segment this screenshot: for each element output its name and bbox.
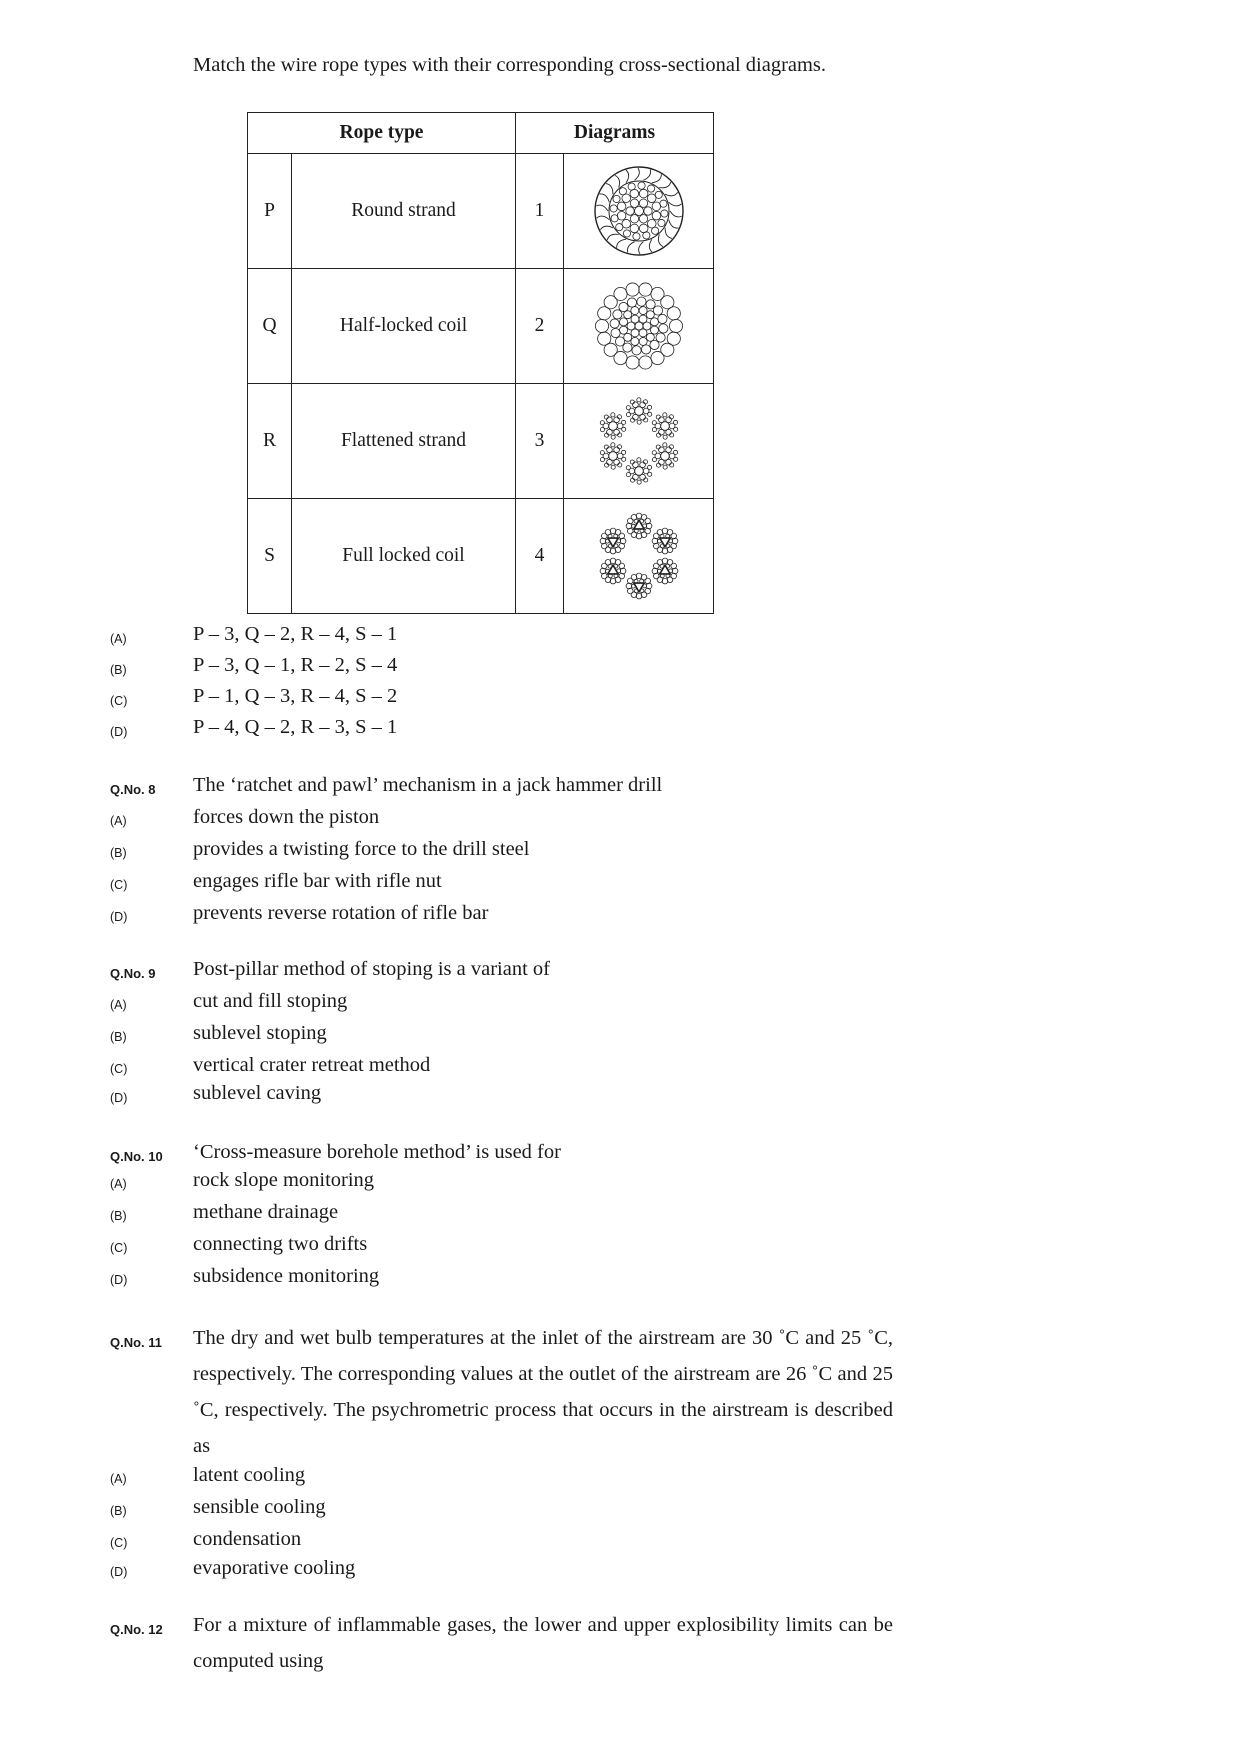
wire-circle <box>639 462 645 468</box>
wire-circle <box>639 199 647 207</box>
wire-circle <box>610 443 614 447</box>
wire-outline <box>625 170 628 183</box>
wire-circle <box>646 333 654 341</box>
wire-circle <box>637 480 641 484</box>
table-header-row <box>248 113 714 154</box>
wire-outline <box>668 220 678 228</box>
question-number: Q.No. 11 <box>110 1335 163 1350</box>
wire-circle <box>632 233 639 240</box>
header-rope-type: Rope type <box>248 113 516 154</box>
wire-outline <box>651 174 661 183</box>
wire-circle <box>669 319 682 332</box>
wire-circle <box>610 215 617 222</box>
option-label: (A) <box>110 998 127 1012</box>
wire-circle <box>647 412 651 416</box>
option-label: (A) <box>110 1472 127 1486</box>
wire-circle <box>652 202 661 211</box>
wire-circle <box>652 421 656 425</box>
wire-outline <box>633 583 643 592</box>
wire-circle <box>639 224 648 233</box>
option-label: (C) <box>110 878 128 892</box>
wire-circle <box>612 310 621 319</box>
q7-option-a[interactable]: P – 3, Q – 2, R – 4, S – 1 <box>193 623 398 645</box>
wire-circle <box>658 324 667 333</box>
wire-circle <box>597 332 610 345</box>
wire-circle <box>610 328 619 337</box>
option-label: (C) <box>110 694 128 708</box>
wire-circle <box>632 462 638 468</box>
wire-outline <box>616 239 626 248</box>
wire-circle <box>639 307 647 315</box>
wire-outline <box>596 205 608 211</box>
q10-option-a[interactable]: rock slope monitoring <box>193 1169 375 1191</box>
wire-outline <box>600 226 613 230</box>
wire-circle <box>663 435 667 439</box>
wire-circle <box>643 207 651 215</box>
wire-circle <box>621 194 630 203</box>
wire-circle <box>639 315 647 323</box>
wire-circle <box>617 202 626 211</box>
wire-circle <box>600 458 604 462</box>
wire-outline <box>633 520 643 529</box>
wire-circle <box>647 465 651 469</box>
option-label: (A) <box>110 1177 127 1191</box>
wire-outline <box>596 216 609 220</box>
wire-outline <box>607 565 617 574</box>
q7-stem: Match the wire rope types with their corresponding cross-sectional diagrams. <box>193 54 827 76</box>
q7-option-b[interactable]: P – 3, Q – 1, R – 2, S – 4 <box>193 654 398 676</box>
row-letter: Q <box>248 269 292 384</box>
wire-circle <box>595 167 683 255</box>
wire-circle <box>649 340 658 349</box>
wire-outline <box>634 168 639 180</box>
wire-circle <box>630 189 639 198</box>
wire-circle <box>659 200 666 207</box>
wire-outline <box>643 170 650 181</box>
wire-circle <box>628 183 635 190</box>
q7-option-c[interactable]: P – 1, Q – 3, R – 4, S – 2 <box>193 685 398 707</box>
option-label: (B) <box>110 1504 127 1518</box>
row-letter: R <box>248 384 292 499</box>
wire-circle <box>642 232 649 239</box>
wire-circle <box>658 429 664 435</box>
wire-circle <box>626 473 630 477</box>
table-row <box>248 269 714 384</box>
wire-outline <box>605 184 612 195</box>
option-label: (B) <box>110 1209 127 1223</box>
wire-circle <box>665 459 671 465</box>
q8-option-d[interactable]: prevents reverse rotation of rifle bar <box>193 902 489 924</box>
wire-circle <box>606 459 612 465</box>
wire-outline <box>659 538 669 547</box>
wire-circle <box>621 427 625 431</box>
wire-circle <box>662 443 666 447</box>
wire-circle <box>632 474 638 480</box>
q10-option-c[interactable]: connecting two drifts <box>193 1233 368 1255</box>
wire-circle <box>617 211 626 220</box>
wire-circle <box>636 297 645 306</box>
wire-outline <box>607 234 619 240</box>
wire-circle <box>639 329 647 337</box>
wire-circle <box>611 435 615 439</box>
wire-circle <box>619 318 627 326</box>
wire-outline <box>607 538 617 547</box>
wire-circle <box>658 447 664 453</box>
wire-circle <box>650 351 663 364</box>
wire-circle <box>655 333 664 342</box>
wire-circle <box>619 188 626 195</box>
wire-circle <box>665 429 671 435</box>
wire-circle <box>663 465 667 469</box>
wire-outline <box>668 202 681 206</box>
wire-circle <box>652 451 656 455</box>
option-label: (B) <box>110 663 127 677</box>
wire-circle <box>657 219 664 226</box>
wire-circle <box>609 181 669 241</box>
wire-circle <box>652 211 661 220</box>
wire-circle <box>650 326 658 334</box>
wire-circle <box>625 283 638 296</box>
option-label: (B) <box>110 1030 127 1044</box>
wire-outline <box>614 175 619 187</box>
wire-circle <box>639 402 645 408</box>
wire-circle <box>665 417 671 423</box>
wire-circle <box>610 319 619 328</box>
q9-option-a[interactable]: cut and fill stoping <box>193 990 348 1012</box>
wire-circle <box>606 447 612 453</box>
wire-circle <box>630 224 639 233</box>
wire-circle <box>613 447 619 453</box>
q10-option-b[interactable]: methane drainage <box>193 1201 339 1223</box>
wire-circle <box>673 457 677 461</box>
wire-circle <box>636 398 640 402</box>
row-number: 4 <box>516 499 564 614</box>
wire-circle <box>638 283 651 296</box>
wire-circle <box>647 194 656 203</box>
wire-circle <box>626 413 630 417</box>
wire-circle <box>610 205 617 212</box>
wire-outline <box>649 239 652 252</box>
q8-option-a[interactable]: forces down the piston <box>193 806 380 828</box>
wire-circle <box>653 306 662 315</box>
option-label: (D) <box>110 1273 128 1287</box>
wire-outline <box>665 192 678 196</box>
wire-circle <box>652 458 656 462</box>
row-rope-type: Half-locked coil <box>292 269 516 384</box>
option-label: (B) <box>110 846 127 860</box>
q9-option-b[interactable]: sublevel stoping <box>193 1022 327 1044</box>
option-label: (C) <box>110 1536 128 1550</box>
wire-circle <box>600 451 604 455</box>
option-label: (D) <box>110 1091 128 1105</box>
wire-circle <box>647 219 656 228</box>
wire-circle <box>600 421 604 425</box>
round-strand-diagram <box>564 384 714 499</box>
option-label: (C) <box>110 1062 128 1076</box>
wire-circle <box>625 207 633 215</box>
option-label: (D) <box>110 725 128 739</box>
question-number: Q.No. 9 <box>110 966 156 981</box>
wire-circle <box>627 298 636 307</box>
row-rope-type: Round strand <box>292 154 516 269</box>
wire-circle <box>623 230 630 237</box>
row-number: 1 <box>516 154 564 269</box>
row-number: 3 <box>516 384 564 499</box>
wire-circle <box>652 428 656 432</box>
q8-option-c[interactable]: engages rifle bar with rifle nut <box>193 870 442 892</box>
wire-outline <box>659 565 669 574</box>
wire-circle <box>606 429 612 435</box>
row-rope-type: Flattened strand <box>292 384 516 499</box>
wire-circle <box>638 356 651 369</box>
wire-circle <box>621 420 625 424</box>
wire-circle <box>613 287 626 300</box>
half-locked-coil-diagram <box>564 269 714 384</box>
wire-circle <box>618 302 627 311</box>
option-label: (D) <box>110 910 128 924</box>
wire-outline <box>670 211 682 217</box>
wire-outline <box>659 182 671 188</box>
wire-outline <box>599 194 609 202</box>
wire-circle <box>613 459 619 465</box>
wire-outline <box>638 242 643 254</box>
wire-circle <box>647 405 651 409</box>
header-diagrams: Diagrams <box>516 113 714 154</box>
q12-stem: For a mixture of inflammable gases, the lower and upper explosibility limits can be computed using <box>193 1614 893 1672</box>
wire-circle <box>639 337 647 345</box>
wire-circle <box>647 185 654 192</box>
wire-circle <box>595 319 608 332</box>
q11-option-c[interactable]: condensation <box>193 1528 302 1550</box>
wire-circle <box>637 182 644 189</box>
wire-circle <box>606 417 612 423</box>
wire-circle <box>673 450 677 454</box>
wire-circle <box>611 465 615 469</box>
row-number: 2 <box>516 269 564 384</box>
rope-match-table <box>247 112 714 614</box>
q11-option-a[interactable]: latent cooling <box>193 1464 306 1486</box>
wire-circle <box>615 337 624 346</box>
wire-circle <box>639 215 647 223</box>
wire-circle <box>639 414 645 420</box>
wire-circle <box>610 413 614 417</box>
wire-circle <box>621 457 625 461</box>
wire-circle <box>626 466 630 470</box>
wire-circle <box>639 189 648 198</box>
q8-stem: The ‘ratchet and pawl’ mechanism in a jack hammer drill <box>193 774 663 796</box>
wire-circle <box>621 219 630 228</box>
question-number: Q.No. 10 <box>110 1149 163 1164</box>
wire-circle <box>636 458 640 462</box>
wire-circle <box>626 406 630 410</box>
wire-circle <box>630 337 638 345</box>
q11-stem: The dry and wet bulb temperatures at the inlet of the airstream are 30 ˚C and 25 ˚C, respectively. The corresponding values at the outlet of the airstream are 26 ˚C and 25 ˚C, respectively. The psychrometric process that occurs in the airstream is described as <box>193 1327 893 1457</box>
wire-circle <box>632 402 638 408</box>
q7-option-d[interactable]: P – 4, Q – 2, R – 3, S – 1 <box>193 716 398 738</box>
wire-circle <box>630 307 638 315</box>
wire-outline <box>658 234 663 246</box>
row-letter: S <box>248 499 292 614</box>
option-label: (A) <box>110 814 127 828</box>
wire-circle <box>645 300 654 309</box>
wire-circle <box>623 333 631 341</box>
q9-option-c[interactable]: vertical crater retreat method <box>193 1054 431 1076</box>
wire-circle <box>625 356 638 369</box>
wire-circle <box>615 224 622 231</box>
q9-stem: Post-pillar method of stoping is a variant of <box>193 958 550 980</box>
q8-option-b[interactable]: provides a twisting force to the drill steel <box>193 838 530 860</box>
wire-circle <box>639 474 645 480</box>
q10-option-d[interactable]: subsidence monitoring <box>193 1265 380 1287</box>
wire-circle <box>634 207 643 216</box>
wire-circle <box>637 420 641 424</box>
row-rope-type: Full locked coil <box>292 499 516 614</box>
wire-circle <box>672 568 678 574</box>
wire-circle <box>630 199 638 207</box>
row-letter: P <box>248 154 292 269</box>
wire-outline <box>665 228 672 239</box>
wire-circle <box>613 417 619 423</box>
wire-circle <box>658 417 664 423</box>
wire-circle <box>673 427 677 431</box>
wire-circle <box>673 420 677 424</box>
table-row <box>248 384 714 499</box>
wire-circle <box>631 315 639 323</box>
full-locked-coil-diagram <box>564 154 714 269</box>
wire-circle <box>646 311 654 319</box>
wire-circle <box>632 414 638 420</box>
wire-circle <box>619 326 627 334</box>
wire-circle <box>651 227 658 234</box>
wire-outline <box>627 242 634 253</box>
question-number: Q.No. 12 <box>110 1622 163 1637</box>
wire-circle <box>655 191 662 198</box>
table-row <box>248 154 714 269</box>
wire-circle <box>613 429 619 435</box>
wire-circle <box>662 413 666 417</box>
table-row <box>248 499 714 614</box>
wire-circle <box>658 459 664 465</box>
option-label: (C) <box>110 1241 128 1255</box>
option-label: (A) <box>110 632 127 646</box>
wire-circle <box>660 210 667 217</box>
wire-circle <box>650 318 658 326</box>
q9-option-d[interactable]: sublevel caving <box>193 1082 322 1104</box>
wire-circle <box>622 343 631 352</box>
flattened-strand-diagram <box>564 499 714 614</box>
wire-circle <box>600 538 606 544</box>
wire-circle <box>623 311 631 319</box>
wire-circle <box>657 314 666 323</box>
wire-circle <box>647 472 651 476</box>
wire-circle <box>667 307 680 320</box>
q11-option-b[interactable]: sensible cooling <box>193 1496 326 1518</box>
wire-circle <box>665 447 671 453</box>
q11-option-d[interactable]: evaporative cooling <box>193 1557 356 1579</box>
q10-stem: ‘Cross-measure borehole method’ is used for <box>193 1141 561 1163</box>
wire-circle <box>641 345 650 354</box>
wire-circle <box>612 195 619 202</box>
wire-circle <box>600 428 604 432</box>
wire-circle <box>630 215 638 223</box>
wire-circle <box>631 346 640 355</box>
question-number: Q.No. 8 <box>110 782 156 797</box>
wire-circle <box>621 450 625 454</box>
option-label: (D) <box>110 1565 128 1579</box>
